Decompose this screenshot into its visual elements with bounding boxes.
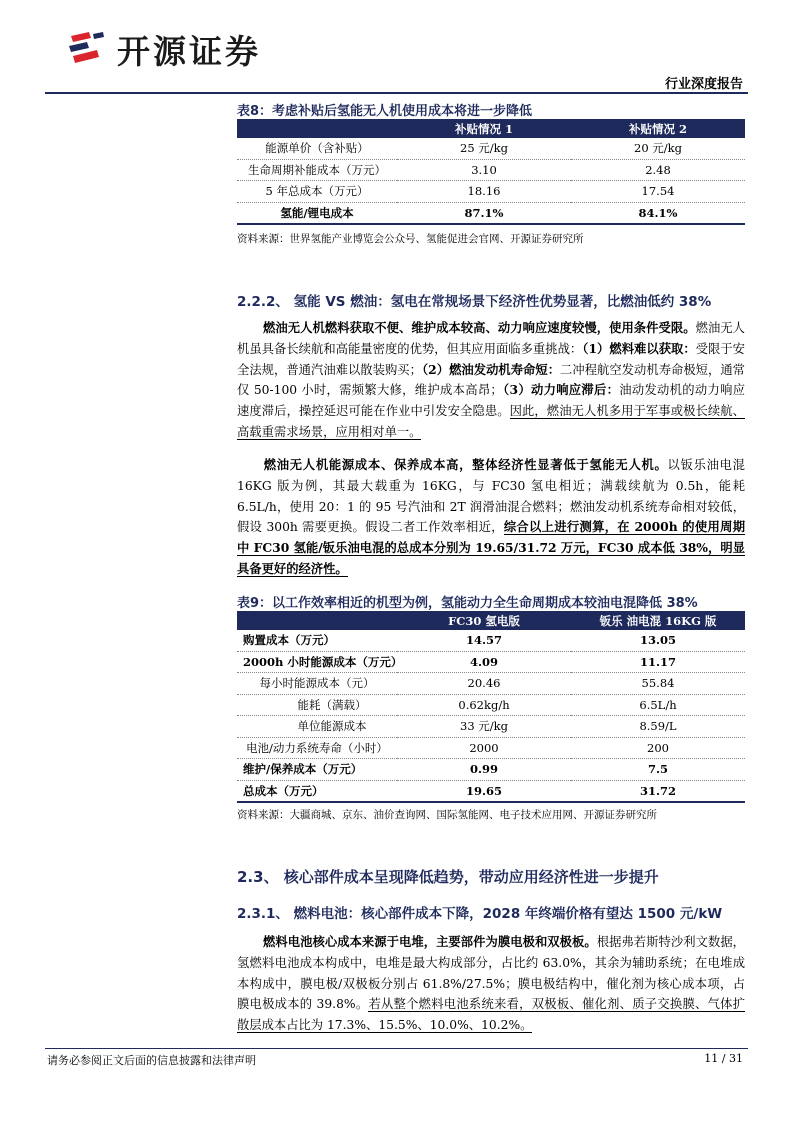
table9-row [237, 737, 745, 759]
section-23-heading: 2.3、 核心部件成本呈现降低趋势，带动应用经济性进一步提升 [237, 868, 659, 886]
table8-cell-value-1: 3.10 [397, 159, 571, 181]
table9-row [237, 716, 745, 738]
para1-text-4: 油动发动机的动力响应速度滞后，操控延迟可能在作业中引发安全隐患。 [237, 383, 745, 419]
table9-cell-label: 总成本（万元） [237, 780, 397, 802]
table8-cell-label: 5 年总成本（万元） [237, 181, 397, 203]
table9-col-0 [237, 611, 397, 630]
table9-cell-label: 单位能源成本 [237, 716, 397, 738]
table8-cell-value-2: 17.54 [571, 181, 745, 203]
table8-row [237, 159, 745, 181]
table9-cell-value-2: 6.5L/h [571, 694, 745, 716]
section-222-heading: 2.2.2、 氢能 VS 燃油：氢电在常规场景下经济性优势显著，比燃油低约 38% [237, 294, 712, 310]
table9-cell-value-1: 19.65 [397, 780, 571, 802]
para1-bold-2: （2）燃油发动机寿命短： [421, 361, 561, 377]
table8-cell-value-2: 84.1% [571, 202, 745, 224]
table8-cell-value-1: 25 元/kg [397, 138, 571, 159]
table8-cell-value-1: 18.16 [397, 181, 571, 203]
para3-text-1: 根据弗若斯特沙利文数据，氢燃料电池成本构成中，电堆是最大构成部分，占比约 63.0%，其余为辅助系统；在电堆成本构成中，膜电极/双极板分别占 61.8%/27.5%；膜电极结构中，催化剂为核心成本项，占膜电极成本的 39.8%。 [237, 935, 745, 1012]
table8-row [237, 138, 745, 159]
para1-text-1: 燃油无人机虽具备长续航和高能量密度的优势，但其应用面临多重挑战： [237, 321, 745, 356]
table8-cell-label: 能源单价（含补贴） [237, 138, 397, 159]
table9-row [237, 673, 745, 695]
table9-row [237, 780, 745, 802]
paragraph-fuel-cell-cost [237, 932, 745, 1036]
para1-bold-1: （1）燃料难以获取： [582, 340, 696, 356]
table9-cell-value-2: 31.72 [571, 780, 745, 802]
footer-disclaimer: 请务必参阅正文后面的信息披露和法律声明 [47, 1054, 256, 1067]
table9-title: 表9：以工作效率相近的机型为例，氢能动力全生命周期成本较油电混降低 38% [237, 596, 698, 611]
table8 [237, 119, 745, 225]
table9-cell-value-2: 200 [571, 737, 745, 759]
table9-cell-value-1: 4.09 [397, 651, 571, 673]
brand-name: 开源证券 [117, 32, 261, 71]
table9-cell-value-2: 8.59/L [571, 716, 745, 738]
table9-cell-label: 维护/保养成本（万元） [237, 759, 397, 781]
table9-cell-value-2: 11.17 [571, 651, 745, 673]
table9-col-2: 钣乐 油电混 16KG 版 [571, 611, 745, 630]
table9-row [237, 630, 745, 651]
table9-cell-value-1: 14.57 [397, 630, 571, 651]
table8-title: 表8：考虑补贴后氢能无人机使用成本将进一步降低 [237, 104, 533, 119]
page-number: 11 / 31 [704, 1052, 743, 1065]
table9 [237, 611, 745, 803]
table9-row [237, 694, 745, 716]
table9-cell-value-1: 20.46 [397, 673, 571, 695]
para1-text-5: 因此，燃油无人机多用于军事或极长续航、高载重需求场景，应用相对单一。 [237, 404, 745, 439]
table9-cell-label: 购置成本（万元） [237, 630, 397, 651]
brand-logo-icon [67, 30, 107, 68]
section-231-heading: 2.3.1、 燃料电池：核心部件成本下降，2028 年终端价格有望达 1500 元/kW [237, 906, 723, 922]
table8-cell-label: 氢能/锂电成本 [237, 202, 397, 224]
table9-cell-value-2: 13.05 [571, 630, 745, 651]
table9-header-row [237, 611, 745, 630]
table9-cell-label: 每小时能源成本（元） [237, 673, 397, 695]
table9-col-1: FC30 氢电版 [397, 611, 571, 630]
table8-col-1: 补贴情况 1 [397, 119, 571, 138]
table9-cell-label: 电池/动力系统寿命（小时） [237, 737, 397, 759]
table8-col-0 [237, 119, 397, 138]
header-divider [45, 92, 748, 94]
para2-text-1: 以钣乐油电混 16KG 版为例，其最大载重为 16KG，与 FC30 氢电相近；满载续航为 0.5h，能耗 6.5L/h，使用 20：1 的 95 号汽油和 2T 润滑油混合燃料；燃油发动机系统寿命相对较低，假设 300h 需要更换。假设二者工作效率相近， [237, 458, 745, 535]
table9-row [237, 651, 745, 673]
report-type: 行业深度报告 [664, 77, 743, 92]
para1-text-3: 二冲程航空发动机寿命极短，通常仅 50-100 小时，需频繁大修，维护成本高昂； [237, 362, 745, 398]
para1-bold-3: （3）动力响应滞后： [502, 382, 620, 398]
paragraph-fuel-drone-limits [237, 318, 745, 443]
table8-row [237, 202, 745, 224]
table9-cell-value-2: 7.5 [571, 759, 745, 781]
para1-text-2: 受限于安全法规，普通汽油难以散装购买； [237, 341, 745, 377]
table8-cell-value-1: 87.1% [397, 202, 571, 224]
table9-source: 资料来源：大疆商城、京东、油价查询网、国际氢能网、电子技术应用网、开源证券研究所 [237, 809, 657, 821]
table9-cell-value-1: 2000 [397, 737, 571, 759]
table8-col-2: 补贴情况 2 [571, 119, 745, 138]
table9-cell-value-1: 0.99 [397, 759, 571, 781]
para3-lead: 燃料电池核心成本来源于电堆，主要部件为膜电极和双极板。 [263, 934, 597, 949]
footer-divider [45, 1048, 748, 1049]
table8-cell-label: 生命周期补能成本（万元） [237, 159, 397, 181]
table9-cell-value-1: 33 元/kg [397, 716, 571, 738]
table8-source: 资料来源：世界氢能产业博览会公众号、氢能促进会官网、开源证券研究所 [237, 233, 584, 245]
table8-header-row [237, 119, 745, 138]
table9-row [237, 759, 745, 781]
table9-cell-value-2: 55.84 [571, 673, 745, 695]
para2-bold-1: 综合以上进行测算，在 2000h 的使用周期中 FC30 氢能/钣乐油电混的总成本分别为 19.65/31.72 万元，FC30 成本低 38%，明显具备更好的经济性。 [237, 519, 745, 576]
para3-text-2: 若从整个燃料电池系统来看，双极板、催化剂、质子交换膜、气体扩散层成本占比为 17.3%、15.5%、10.0%、10.2%。 [237, 997, 745, 1033]
table8-cell-value-2: 20 元/kg [571, 138, 745, 159]
para1-lead: 燃油无人机燃料获取不便、维护成本较高、动力响应速度较慢，使用条件受限。 [263, 320, 696, 335]
table8-row [237, 181, 745, 203]
table9-cell-value-1: 0.62kg/h [397, 694, 571, 716]
table9-cell-label: 能耗（满载） [237, 694, 397, 716]
table8-cell-value-2: 2.48 [571, 159, 745, 181]
para2-lead: 燃油无人机能源成本、保养成本高，整体经济性显著低于氢能无人机。 [263, 457, 668, 472]
table9-cell-label: 2000h 小时能源成本（万元） [237, 651, 397, 673]
paragraph-fuel-drone-cost [237, 455, 745, 580]
